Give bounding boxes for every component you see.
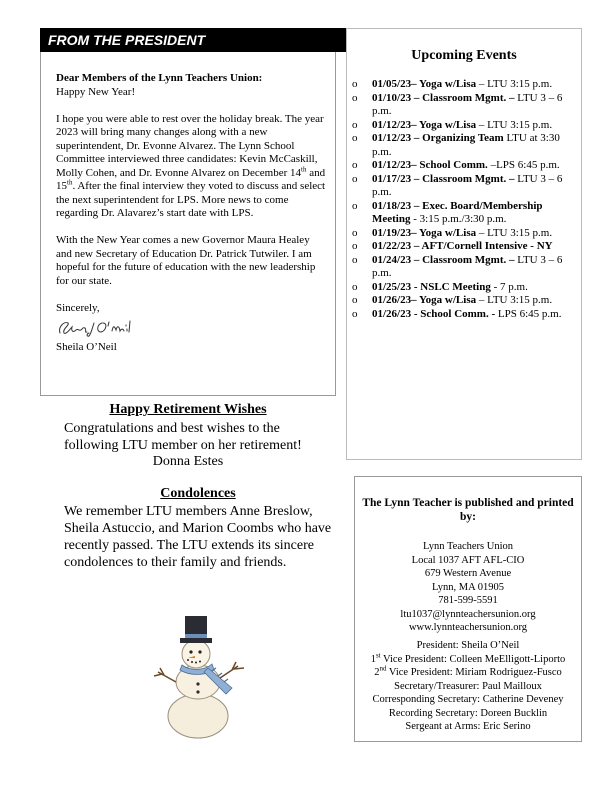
event-details: - 7 p.m.	[490, 280, 528, 293]
retirement-text: Congratulations and best wishes to the following LTU member on her retirement!	[64, 421, 302, 453]
publisher-line: 781-599-5591	[438, 595, 498, 606]
event-item	[352, 92, 578, 119]
bullet-icon: o	[352, 280, 358, 293]
event-item	[352, 294, 578, 308]
condolences-heading: Condolences	[160, 486, 236, 501]
event-date-title: 01/10/23 – Classroom Mgmt. –	[372, 91, 515, 104]
event-item	[352, 254, 578, 281]
publisher-email[interactable]: ltu1037@lynnteachersunion.org	[400, 608, 536, 620]
event-details: –LPS 6:45 p.m.	[487, 159, 560, 171]
bullet-icon: o	[352, 159, 358, 171]
snowman-illustration	[150, 608, 250, 740]
event-date-title: 01/19/23– Yoga w/Lisa	[372, 226, 477, 239]
officer-recording-secretary: Recording Secretary: Doreen Bucklin	[388, 707, 548, 719]
event-details: – LTU 3:15 p.m.	[476, 294, 553, 306]
bullet-icon: o	[352, 253, 358, 266]
letter-paragraph-1: I hope you were able to rest over the holiday break. The year 2023 will bring many changes along with a new superintendent, Dr. Evonne Alvarez. The Lynn School Committee interviewed three candidates: Kevin McCaskill, Molly Cohen, and Dr. Evonne Alvarez on December 14th and 15th. After the final interview they voted to discuss and select the next superintendent for LPS. More news to come regarding Dr. Alavarez’s start date with LPS.	[56, 112, 326, 219]
event-date-title: 01/22/23 – AFT/Cornell Intensive - NY	[372, 240, 553, 252]
event-item	[352, 281, 578, 295]
president-letter	[56, 72, 328, 355]
event-date-title: 01/12/23 – Organizing Team	[372, 132, 504, 144]
event-item	[352, 200, 578, 227]
officer-corresponding-secretary: Corresponding Secretary: Catherine Deveney	[372, 694, 564, 705]
bullet-icon: o	[352, 240, 358, 252]
bullet-icon: o	[352, 226, 358, 239]
event-item	[352, 240, 578, 254]
bullet-icon: o	[352, 172, 358, 185]
event-date-title: 01/17/23 – Classroom Mgmt. –	[372, 172, 515, 185]
bullet-icon: o	[352, 91, 358, 104]
officer-vp2: 2nd Vice President: Miriam Rodriguez-Fusco	[374, 664, 562, 678]
event-date-title: 01/24/23 – Classroom Mgmt. –	[372, 253, 515, 266]
officer-secretary-treasurer: Secretary/Treasurer: Paul Mailloux	[394, 680, 542, 692]
publisher-line: Local 1037 AFT AFL-CIO	[411, 554, 525, 566]
event-date-title: 01/12/23– School Comm.	[372, 159, 488, 171]
condolences-text: We remember LTU members Anne Breslow, Sheila Astuccio, and Marion Coombs who have recently passed. The LTU extends its sincere condolences to their family and friends.	[64, 504, 332, 570]
bullet-icon: o	[352, 294, 358, 306]
letter-signer: Sheila O’Neil	[56, 341, 117, 353]
event-details: LTU 3 – 6 p.m.	[372, 172, 563, 198]
letter-greeting: Dear Members of the Lynn Teachers Union:	[56, 72, 263, 84]
publisher-line: Lynn Teachers Union	[422, 541, 514, 552]
event-date-title: 01/12/23– Yoga w/Lisa	[372, 118, 477, 131]
events-title: Upcoming Events	[411, 48, 517, 63]
bullet-icon: o	[352, 78, 358, 90]
letter-paragraph-2: With the New Year comes a new Governor Maura Healey and new Secretary of Education Dr. Patrick Tutwiler. I am hopeful for the future of education with the new leadership for our state.	[56, 234, 316, 287]
publisher-line: Lynn, MA 01905	[431, 581, 505, 593]
event-item	[352, 119, 578, 133]
letter-new-year: Happy New Year!	[56, 85, 136, 98]
event-item	[352, 173, 578, 200]
event-details: – LTU 3:15 p.m.	[476, 118, 553, 131]
event-item	[352, 308, 578, 322]
officer-vp1: 1st Vice President: Colleen MeElligott-Liporto	[370, 651, 566, 665]
event-details: – LTU 3:15 p.m.	[476, 78, 553, 90]
section-header-president: FROM THE PRESIDENT	[40, 28, 346, 52]
officer-president: President: Sheila O’Neil	[416, 640, 520, 651]
event-date-title: 01/18/23 – Exec. Board/Membership Meeting	[372, 199, 543, 225]
event-details: LTU at 3:30 p.m.	[372, 132, 560, 158]
officer-list	[358, 639, 578, 734]
event-date-title: 01/26/23– Yoga w/Lisa	[372, 294, 477, 306]
bullet-icon: o	[352, 132, 358, 144]
event-item	[352, 159, 578, 173]
retiree-name: Donna Estes	[152, 454, 224, 469]
publisher-website[interactable]: www.lynnteachersunion.org	[408, 622, 528, 633]
bullet-icon: o	[352, 199, 358, 212]
retirement-heading: Happy Retirement Wishes	[109, 402, 267, 417]
publisher-title: The Lynn Teacher is published and printed by:	[362, 497, 574, 523]
events-list	[352, 78, 578, 321]
bullet-icon: o	[352, 118, 358, 131]
officer-sergeant-at-arms: Sergeant at Arms: Eric Serino	[405, 721, 531, 732]
event-item	[352, 227, 578, 241]
event-details: LTU 3 – 6 p.m.	[372, 253, 563, 279]
event-date-title: 01/26/23 - School Comm. -	[372, 307, 496, 320]
publisher-line: 679 Western Avenue	[424, 568, 512, 579]
publisher-contact	[358, 540, 578, 635]
event-date-title: 01/05/23– Yoga w/Lisa	[372, 78, 477, 90]
event-details: – LTU 3:15 p.m.	[476, 226, 553, 239]
signature-image	[56, 317, 142, 339]
event-details: - 3:15 p.m./3:30 p.m.	[410, 213, 507, 225]
bullet-icon: o	[352, 307, 358, 320]
event-details: LTU 3 – 6 p.m.	[372, 91, 563, 117]
event-item	[352, 78, 578, 92]
event-details: LPS 6:45 p.m.	[495, 307, 562, 320]
letter-closing: Sincerely,	[56, 301, 100, 314]
event-item	[352, 132, 578, 159]
event-date-title: 01/25/23 - NSLC Meeting	[372, 280, 491, 293]
